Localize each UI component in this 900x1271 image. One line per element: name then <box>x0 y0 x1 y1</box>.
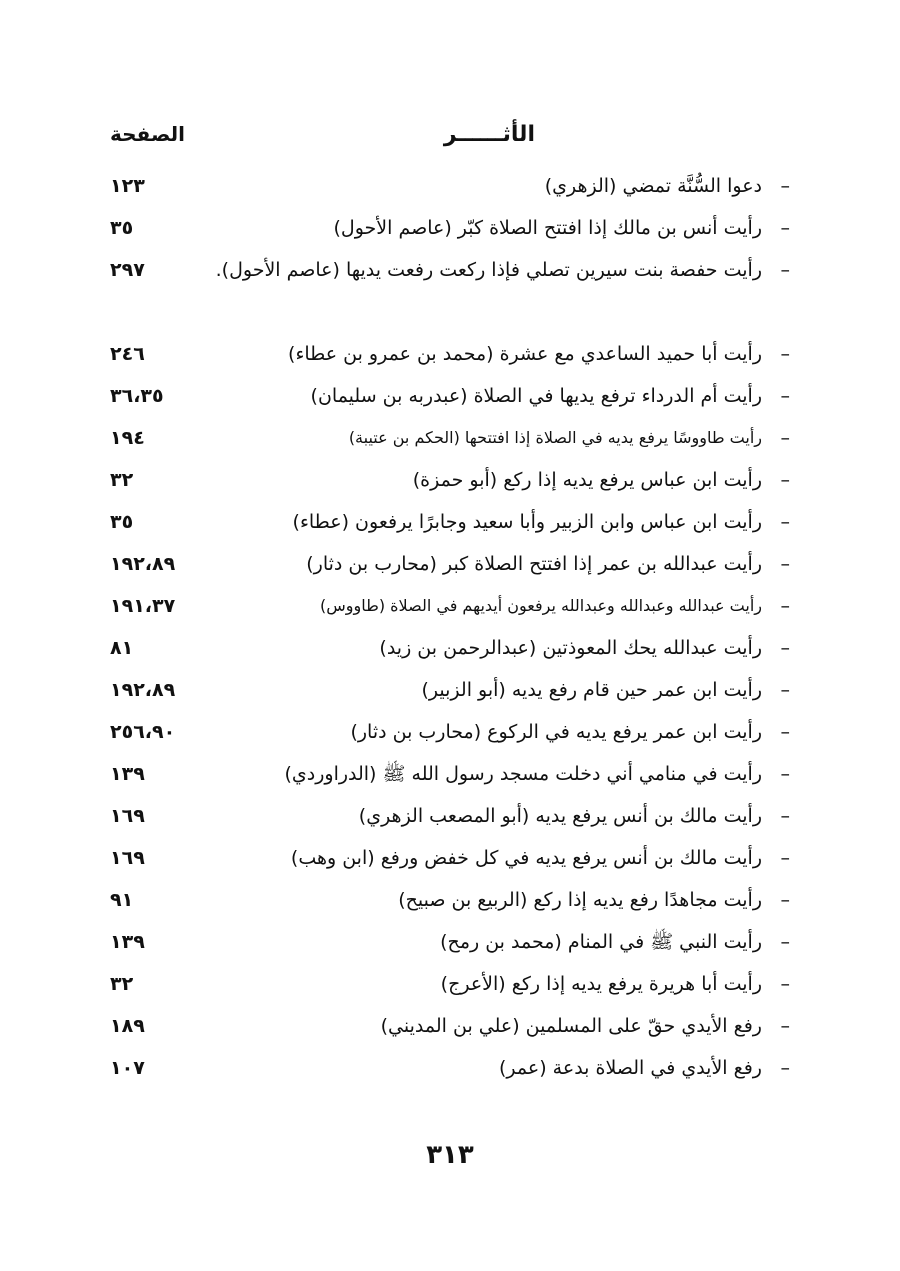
entry-text: رأيت ابن عمر حين قام رفع يديه (أبو الزبير) <box>421 679 762 701</box>
entry-page-number: ١٨٩ <box>110 1015 145 1037</box>
entry-page-number: ٩١ <box>110 889 134 911</box>
entry-dash: – <box>780 805 790 827</box>
entry-text: رأيت أبا هريرة يرفع يديه إذا ركع (الأعرج) <box>440 973 762 995</box>
entry-page-number: ٢٥٦،٩٠ <box>110 721 176 743</box>
entry-page-number: ١٩٢،٨٩ <box>110 553 176 575</box>
entry-dash: – <box>780 427 790 449</box>
entry-text: رأيت عبدالله يحك المعوذتين (عبدالرحمن بن زيد) <box>379 637 762 659</box>
entry-dash: – <box>780 343 790 365</box>
entry-dash: – <box>780 595 790 617</box>
entry-page-number: ١٠٧ <box>110 1057 145 1079</box>
entry-text: رأيت أبا حميد الساعدي مع عشرة (محمد بن عمرو بن عطاء) <box>288 343 762 365</box>
entry-page-number: ١٦٩ <box>110 805 145 827</box>
entry-text: رأيت أنس بن مالك إذا افتتح الصلاة كبّر (عاصم الأحول) <box>333 217 762 239</box>
entry-dash: – <box>780 1015 790 1037</box>
entry-text: دعوا السُّنَّة تمضي (الزهري) <box>544 175 762 197</box>
entry-dash: – <box>780 637 790 659</box>
entry-text: رفع الأيدي في الصلاة بدعة (عمر) <box>499 1057 762 1079</box>
entry-dash: – <box>780 1057 790 1079</box>
entry-page-number: ٣٢ <box>110 469 134 491</box>
entry-text: رأيت مالك بن أنس يرفع يديه في كل خفض ورفع (ابن وهب) <box>290 847 762 869</box>
entry-page-number: ١٩١،٣٧ <box>110 595 176 617</box>
entry-page-number: ١٩٢،٨٩ <box>110 679 176 701</box>
column-header-athar: الأثــــــر <box>443 122 535 147</box>
entry-text: رأيت عبدالله بن عمر إذا افتتح الصلاة كبر (محارب بن دثار) <box>306 553 762 575</box>
entry-text: رأيت ابن عمر يرفع يديه في الركوع (محارب بن دثار) <box>350 721 762 743</box>
entry-text: رأيت مالك بن أنس يرفع يديه (أبو المصعب الزهري) <box>358 805 762 827</box>
entry-text: رفع الأيدي حقّ على المسلمين (علي بن المديني) <box>380 1015 762 1037</box>
entry-page-number: ١٩٤ <box>110 427 145 449</box>
entry-text: رأيت ابن عباس وابن الزبير وأبا سعيد وجابرًا يرفعون (عطاء) <box>292 511 762 533</box>
entry-page-number: ١٢٣ <box>110 175 145 197</box>
entry-text: رأيت ابن عباس يرفع يديه إذا ركع (أبو حمزة) <box>412 469 762 491</box>
entry-dash: – <box>780 763 790 785</box>
entry-text: رأيت في منامي أني دخلت مسجد رسول الله ﷺ (الدراوردي) <box>284 763 762 785</box>
entry-dash: – <box>780 259 790 281</box>
entry-page-number: ٣٦،٣٥ <box>110 385 164 407</box>
entry-text: رأيت مجاهدًا رفع يديه إذا ركع (الربيع بن صبيح) <box>398 889 762 911</box>
entry-page-number: ١٣٩ <box>110 763 145 785</box>
entry-dash: – <box>780 217 790 239</box>
entry-dash: – <box>780 889 790 911</box>
entry-text: رأيت حفصة بنت سيرين تصلي فإذا ركعت رفعت يديها (عاصم الأحول). <box>215 259 762 281</box>
entry-page-number: ٢٤٦ <box>110 343 145 365</box>
entry-text: رأيت أم الدرداء ترفع يديها في الصلاة (عبدربه بن سليمان) <box>310 385 762 407</box>
entry-text: رأيت النبي ﷺ في المنام (محمد بن رمح) <box>440 931 762 953</box>
entry-page-number: ٣٥ <box>110 217 134 239</box>
entry-page-number: ١٦٩ <box>110 847 145 869</box>
entry-dash: – <box>780 679 790 701</box>
index-header <box>110 122 790 162</box>
entry-dash: – <box>780 385 790 407</box>
entry-page-number: ٨١ <box>110 637 134 659</box>
page-number: ٣١٣ <box>426 1140 474 1170</box>
entry-page-number: ٢٩٧ <box>110 259 145 281</box>
entry-dash: – <box>780 553 790 575</box>
entry-dash: – <box>780 847 790 869</box>
column-header-page: الصفحة <box>110 122 186 146</box>
entry-dash: – <box>780 931 790 953</box>
entry-dash: – <box>780 973 790 995</box>
entry-page-number: ٣٢ <box>110 973 134 995</box>
entry-dash: – <box>780 721 790 743</box>
entry-text: رأيت عبدالله وعبدالله وعبدالله يرفعون أيديهم في الصلاة (طاووس) <box>319 596 762 615</box>
entry-dash: – <box>780 469 790 491</box>
entry-dash: – <box>780 511 790 533</box>
entry-page-number: ١٣٩ <box>110 931 145 953</box>
entry-dash: – <box>780 175 790 197</box>
entry-text: رأيت طاووسًا يرفع يديه في الصلاة إذا افتتحها (الحكم بن عتيبة) <box>348 428 762 447</box>
entry-page-number: ٣٥ <box>110 511 134 533</box>
